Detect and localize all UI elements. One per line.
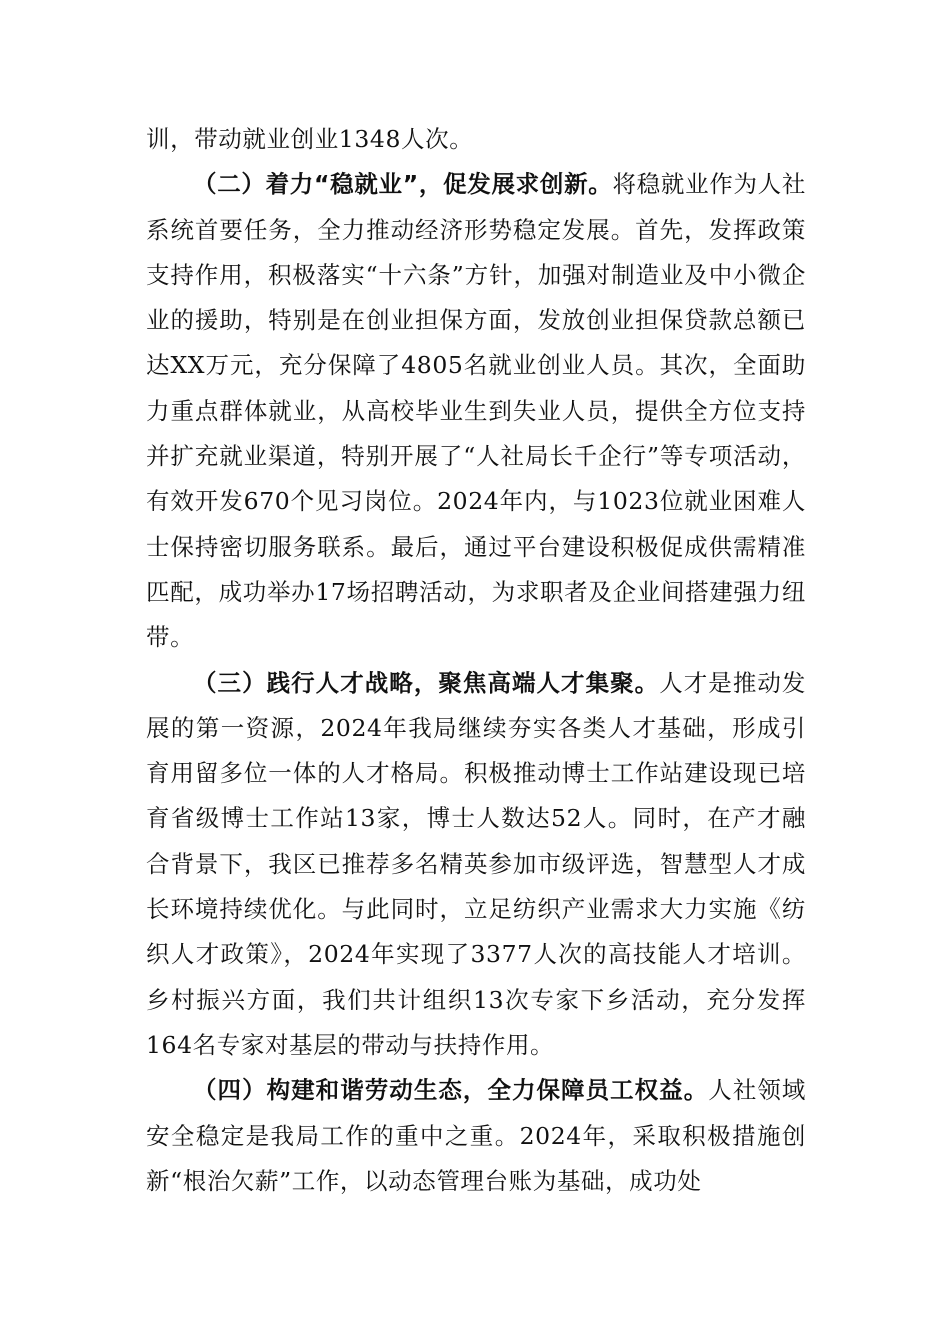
paragraph-3-body: 人才是推动发展的第一资源，2024年我局继续夯实各类人才基础，形成引育用留多位一体的人才格局。积极推动博士工作站建设现已培育省级博士工作站13家，博士人数达52人。同时，在产才融合背景下，我区已推荐多名精英参加市级评选，智慧型人才成长环境持续优化。与此同时，立足纺织产业需求大力实施《纺织人才政策》，2024年实现了3377人次的高技能人才培训。乡村振兴方面，我们共计组织13次专家下乡活动，充分发挥164名专家对基层的带动与扶持作用。 xyxy=(146,668,806,1059)
paragraph-3 xyxy=(146,661,806,1069)
paragraph-2-heading: （二）着力“稳就业”，促发展求创新。 xyxy=(193,170,613,199)
paragraph-3-heading: （三）践行人才战略，聚焦高端人才集聚。 xyxy=(193,668,660,697)
paragraph-2-body: 将稳就业作为人社系统首要任务，全力推动经济形势稳定发展。首先，发挥政策支持作用，积极落实“十六条”方针，加强对制造业及中小微企业的援助，特别是在创业担保方面，发放创业担保贷款总额已达XX万元，充分保障了4805名就业创业人员。其次，全面助力重点群体就业，从高校毕业生到失业人员，提供全方位支持并扩充就业渠道，特别开展了“人社局长千企行”等专项活动，有效开发670个见习岗位。2024年内，与1023位就业困难人士保持密切服务联系。最后，通过平台建设积极促成供需精准匹配，成功举办17场招聘活动，为求职者及企业间搭建强力纽带。 xyxy=(146,170,806,652)
paragraph-4 xyxy=(146,1068,806,1204)
paragraph-4-body: 人社领域安全稳定是我局工作的重中之重。2024年，采取积极措施创新“根治欠薪”工作，以动态管理台账为基础，成功处 xyxy=(146,1076,806,1195)
paragraph-2 xyxy=(146,162,806,660)
document-body xyxy=(146,117,806,1204)
paragraph-1-body: 训，带动就业创业1348人次。 xyxy=(146,125,474,153)
paragraph-1 xyxy=(146,117,806,162)
paragraph-4-heading: （四）构建和谐劳动生态，全力保障员工权益。 xyxy=(193,1076,709,1105)
